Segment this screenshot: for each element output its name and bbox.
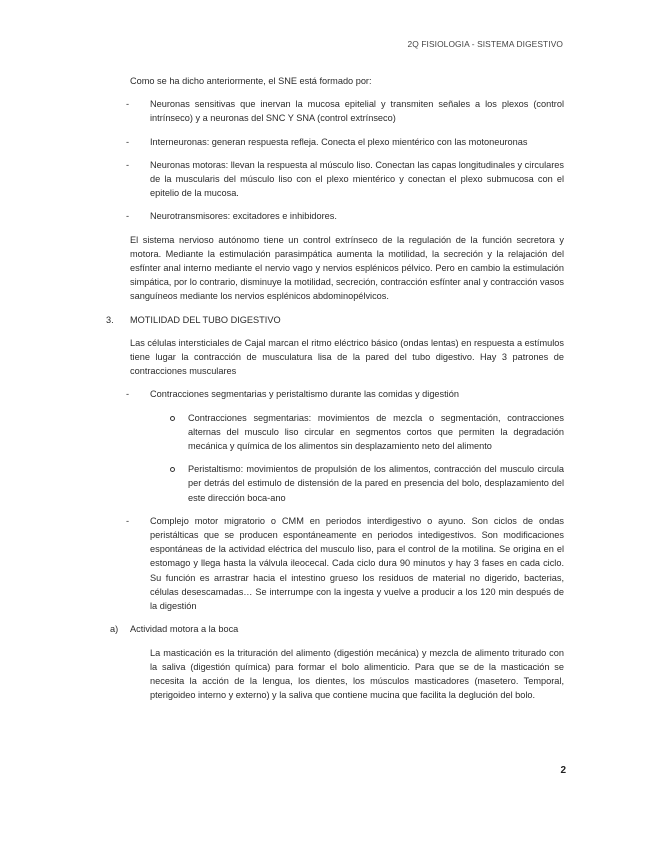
page-header: 2Q FISIOLOGIA - SISTEMA DIGESTIVO xyxy=(407,39,563,49)
circle-bullet-icon xyxy=(170,467,175,472)
section-heading xyxy=(106,313,564,327)
subsection-label: a) xyxy=(110,624,119,635)
sub-list-item xyxy=(130,411,564,454)
section-title: MOTILIDAD DEL TUBO DIGESTIVO xyxy=(130,314,281,325)
subsection-heading xyxy=(110,622,564,636)
list-item-text: Interneuronas: generan respuesta refleja. Conecta el plexo mientérico con las motoneuronas xyxy=(150,136,528,147)
list-item xyxy=(126,135,564,149)
list-item-text: Neuronas motoras: llevan la respuesta al músculo liso. Conectan las capas longitudinales y circulares de la muscularis del músculo liso con el plexo mientérico y conectan el plexo submucosa con el epitelio de la mucosa. xyxy=(150,159,564,199)
dash-marker: - xyxy=(126,136,130,147)
list-item xyxy=(126,514,564,613)
list-item-text: Complejo motor migratorio o CMM en periodos interdigestivo o ayuno. Son ciclos de ondas peristálticas que se producen espontáneamente en periodos intedigestivos. Son modificaciones espontáneas de la actividad eléctrica del musculo liso, para el control de la motilina. Se origina en el estomago y llega hasta la válvula ileocecal. Cada ciclo dura 90 minutos y hay 3 fases en cada ciclo. Su función es arrastrar hacia el intestino grueso los residuos de material no digerido, bacterias, células desescamadas… Se interrumpe con la ingesta y vuelve a producir a los 120 min después de la digestión xyxy=(150,515,564,612)
list-item-text: Neuronas sensitivas que inervan la mucosa epitelial y transmiten señales a los plexos (control intrínseco) y a neuronas del SNC Y SNA (control extrínseco) xyxy=(150,99,564,124)
dash-marker: - xyxy=(126,389,130,400)
sna-paragraph: El sistema nervioso autónomo tiene un control extrínseco de la regulación de la función secretora y motora. Mediante la estimulación parasimpática aumenta la motilidad, la secreción y la relajación del esfínter anal interno mediante el nervio vago y nervios esplénicos pélvico. Pero en cambio la estimulación simpática, por lo contrario, disminuye la motilidad, secreción, contracción esfínter anal y contracción vasos sanguíneos mediante los nervios esplénicos abdominopélvicos. xyxy=(130,234,564,302)
section-intro-paragraph: Las células intersticiales de Cajal marcan el ritmo eléctrico básico (ondas lentas) en respuesta a estímulos tiene lugar la contracción de musculatura lisa de la pared del tubo digestivo. Hay 3 patrones de contracciones musculares xyxy=(130,337,564,377)
circle-bullet-icon xyxy=(170,416,175,421)
sub-list-item xyxy=(130,462,564,505)
list-item xyxy=(126,209,564,223)
dash-marker: - xyxy=(126,211,130,222)
subsection-title: Actividad motora a la boca xyxy=(130,624,239,635)
list-item-text: Neurotransmisores: excitadores e inhibidores. xyxy=(150,211,337,222)
intro-paragraph: Como se ha dicho anteriormente, el SNE está formado por: xyxy=(130,76,372,86)
section-number: 3. xyxy=(106,314,114,325)
list-item-text: Contracciones segmentarias y peristaltismo durante las comidas y digestión xyxy=(150,389,459,400)
subsection-paragraph: La masticación es la trituración del alimento (digestión mecánica) y mezcla de alimento triturado con la saliva (digestión química) para formar el bolo alimenticio. Para que se de la masticación se necesita la acción de la lengua, los dientes, los músculos masticadores (masetero. Temporal, pterigoideo interno y externo) y la saliva que contiene mucina que facilita la deglución del bolo. xyxy=(150,647,564,701)
page-number: 2 xyxy=(560,765,566,776)
dash-marker: - xyxy=(126,99,130,110)
page-content xyxy=(106,74,564,711)
sub-list-item-text: Contracciones segmentarias: movimientos de mezcla o segmentación, contracciones alternas del musculo liso circular en segmentos cortos que permiten la degradación mecánica y química de los alimentos sin desplazamiento neto del alimento xyxy=(188,412,564,452)
list-item xyxy=(126,97,564,125)
list-item xyxy=(126,387,564,401)
dash-marker: - xyxy=(126,515,130,526)
dash-marker: - xyxy=(126,159,130,170)
list-item xyxy=(126,158,564,201)
sub-list-item-text: Peristaltismo: movimientos de propulsión de los alimentos, contracción del musculo circula per detrás del estimulo de distensión de la pared en presencia del bolo, desplazamiento del este dirección boca-ano xyxy=(188,464,564,503)
